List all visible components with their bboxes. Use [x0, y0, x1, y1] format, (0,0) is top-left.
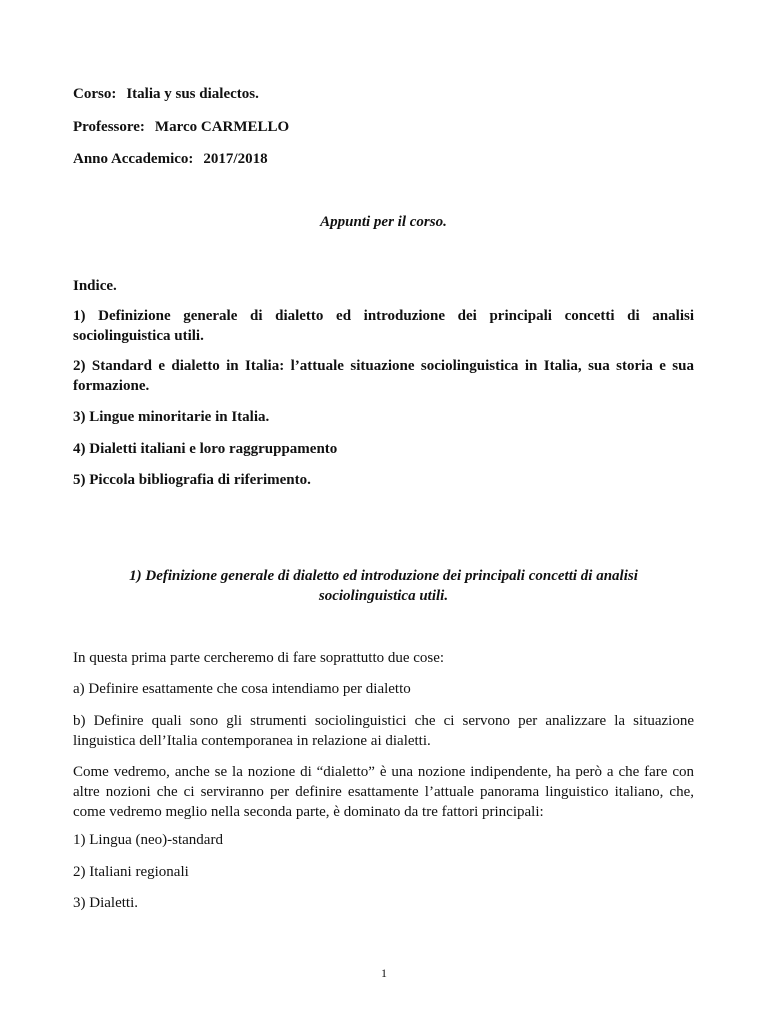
course-label: Corso:: [73, 86, 117, 102]
course-line: [73, 84, 694, 104]
professor-label: Professore:: [73, 119, 145, 135]
section1-heading: [73, 566, 694, 606]
year-value: 2017/2018: [203, 151, 268, 167]
index-heading: Indice.: [73, 278, 117, 294]
section1-heading-line2: sociolinguistica utili.: [318, 588, 449, 604]
index-item-1: 1) Definizione generale di dialetto ed introduzione dei principali concetti di analisi sociolinguistica utili.: [73, 308, 694, 344]
professor-value: Marco CARMELLO: [154, 119, 290, 135]
section1-heading-line1: 1) Definizione generale di dialetto ed introduzione dei principali concetti di analisi: [129, 568, 638, 584]
body-paragraph-1: In questa prima parte cercheremo di fare soprattutto due cose:: [73, 650, 445, 666]
index-item-4: 4) Dialetti italiani e loro raggruppamento: [73, 441, 338, 457]
body-list-item-2: 2) Italiani regionali: [73, 864, 189, 880]
index-item-2: 2) Standard e dialetto in Italia: l’attuale situazione sociolinguistica in Italia, sua storia e sua formazione.: [73, 358, 694, 394]
page-number: 1: [381, 966, 387, 980]
body-paragraph-4: Come vedremo, anche se la nozione di “dialetto” è una nozione indipendente, ha però a che fare con altre nozioni che ci serviranno per definire esattamente l’attuale panorama linguistico italiano, che, come vedremo meglio nella seconda parte, è dominato da tre fattori principali:: [73, 764, 694, 820]
year-label: Anno Accademico:: [73, 151, 194, 167]
body-list-item-3: 3) Dialetti.: [73, 895, 138, 911]
body-paragraph-2: a) Definire esattamente che cosa intendiamo per dialetto: [73, 681, 411, 697]
document-title: Appunti per il corso.: [320, 214, 447, 230]
index-item-3: 3) Lingue minoritarie in Italia.: [73, 409, 270, 425]
professor-line: [73, 117, 694, 137]
body-list-item-1: 1) Lingua (neo)-standard: [73, 832, 223, 848]
body-paragraph-3: b) Definire quali sono gli strumenti sociolinguistici che ci servono per analizzare la situazione linguistica dell’Italia contemporanea in relazione ai dialetti.: [73, 713, 694, 749]
year-line: [73, 149, 694, 169]
index-item-5: 5) Piccola bibliografia di riferimento.: [73, 472, 311, 488]
course-value: Italia y sus dialectos.: [126, 86, 259, 102]
